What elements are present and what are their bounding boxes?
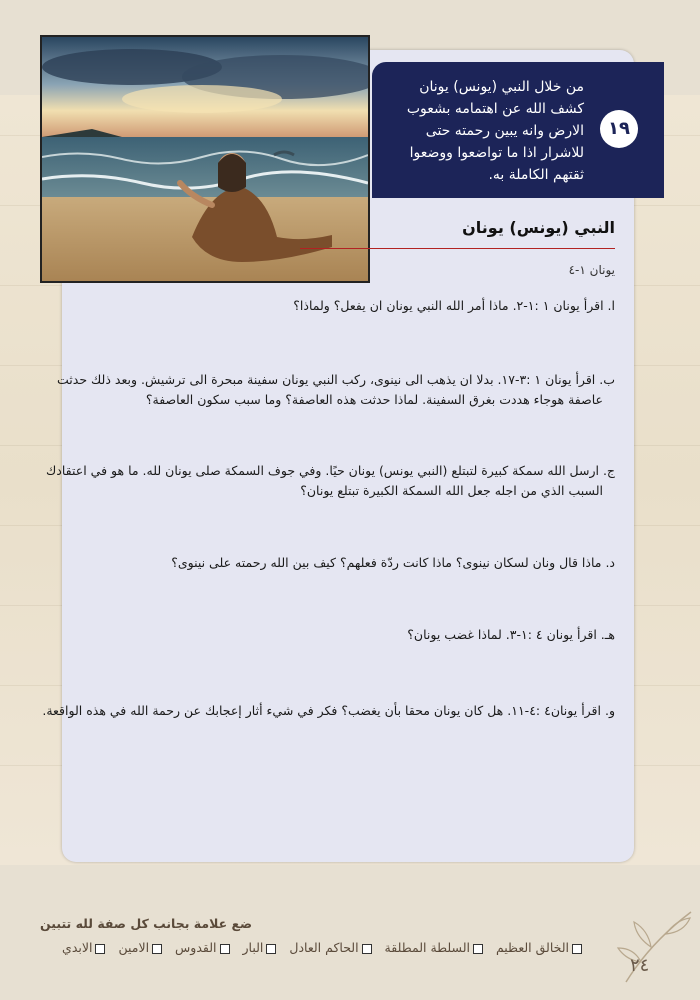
checkbox[interactable]: [220, 944, 230, 954]
attribute-item[interactable]: الامين: [118, 940, 165, 955]
checkbox[interactable]: [152, 944, 162, 954]
checkbox[interactable]: [473, 944, 483, 954]
question-b-line-2: عاصفة هوجاء هددت بغرق السفينة. لماذا حدثت هذه العاصفة؟ وما سبب سكون العاصفة؟: [145, 392, 603, 407]
attribute-item[interactable]: السلطة المطلقة: [385, 940, 486, 955]
footer-instruction: ضع علامة بجانب كل صفة لله تتبين: [40, 916, 253, 931]
attribute-item[interactable]: الابدي: [62, 940, 108, 955]
title-divider: [300, 248, 615, 249]
lesson-intro: من خلال النبي (يونس) يونان كشف الله عن اهتمامه بشعوب الارض وانه يبين رحمته حتى للاشرار اذا ما تواضعوا ووضعوا ثقتهم الكاملة به.: [406, 79, 584, 183]
attribute-item[interactable]: الحاكم العادل: [289, 940, 374, 955]
question-c-line-1: ج. ارسل الله سمكة كبيرة لتبتلع (النبي يونس) يونان حيًا. وفي جوف السمكة صلى يونان لله. ما هو في اعتقادك: [46, 463, 615, 478]
attribute-checklist: [56, 940, 585, 955]
question-f: و. اقرأ يونان٤ :٤-١١. هل كان يونان محقا بأن يغضب؟ فكر في شيء أثار إعجابك عن رحمة الله في هذه الواقعة.: [42, 703, 615, 718]
question-a: ا. اقرأ يونان ١ :١-٢. ماذا أمر الله النبي يونان ان يفعل؟ ولماذا؟: [293, 298, 615, 313]
checkbox[interactable]: [362, 944, 372, 954]
checkbox[interactable]: [572, 944, 582, 954]
section-title: النبي (يونس) يونان: [462, 218, 615, 237]
question-e: هـ. اقرأ يونان ٤ :١-٣. لماذا غضب يونان؟: [407, 627, 615, 642]
scripture-reference: يونان ١-٤: [568, 263, 615, 277]
lesson-banner: [372, 62, 664, 198]
lesson-number-badge: ١٩: [600, 110, 638, 148]
checkbox[interactable]: [95, 944, 105, 954]
question-c: [46, 461, 615, 501]
question-b: [57, 370, 615, 410]
leaf-ornament-icon: [606, 902, 696, 992]
question-c-line-2: السبب الذي من اجله جعل الله السمكة الكبيرة تبتلع يونان؟: [300, 483, 603, 498]
attribute-item[interactable]: البار: [243, 940, 280, 955]
attribute-item[interactable]: القدوس: [175, 940, 232, 955]
question-b-line-1: ب. اقرأ يونان ١ :٣-١٧. بدلا ان يذهب الى نينوى، ركب النبي يونان سفينة مبحرة الى ترشيش. وبعد ذلك حدثت: [57, 372, 615, 387]
attribute-item[interactable]: الخالق العظيم: [496, 940, 585, 955]
question-d: د. ماذا قال ونان لسكان نينوى؟ ماذا كانت ردّة فعلهم؟ كيف بين الله رحمته على نينوى؟: [171, 555, 615, 570]
page-number: ٢٤: [630, 955, 650, 976]
jonah-illustration: [40, 35, 370, 283]
checkbox[interactable]: [266, 944, 276, 954]
